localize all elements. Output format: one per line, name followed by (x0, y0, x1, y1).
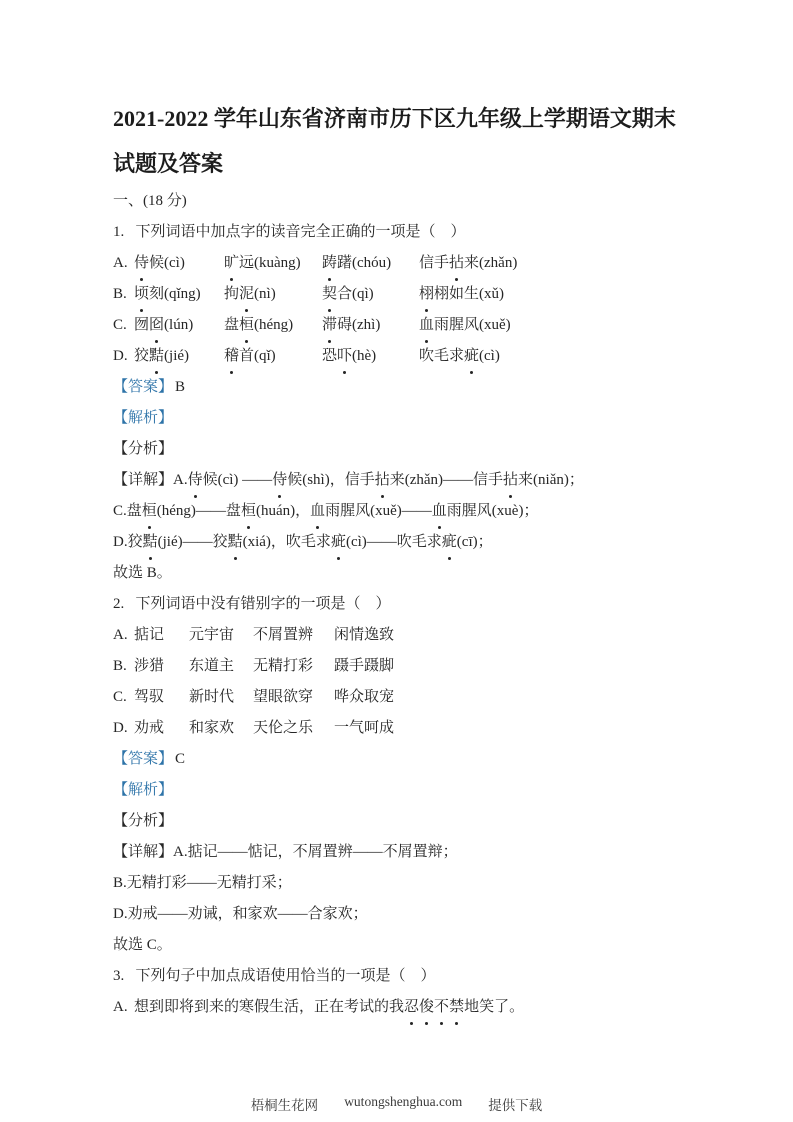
jiexi-label: 【解析】 (113, 782, 174, 798)
option-term: 东道主 (189, 658, 235, 674)
emphasis-dotted-char: 桓 (142, 496, 157, 527)
emphasis-dotted-char: 滞 (322, 310, 337, 341)
emphasis-dotted-char: 血 (310, 496, 325, 527)
footer-site-name: 梧桐生花网 (250, 1098, 319, 1113)
option-term: 信手拈来(zhǎn) (419, 248, 517, 279)
question-line: 1. 下列词语中加点字的读音完全正确的一项是（ ） (113, 224, 466, 240)
answer-line (113, 744, 691, 775)
emphasis-dotted-char: 稽 (224, 341, 239, 372)
option-term: 无精打彩 (253, 658, 314, 674)
emphasis-dotted-char: 囵 (149, 310, 164, 341)
emphasis-dotted-char: 不 (434, 992, 449, 1023)
option-term: 劝戒 (134, 720, 165, 736)
conclusion-line: 故选 C。 (113, 937, 172, 953)
page-footer (0, 1094, 793, 1114)
option-term: 拘泥(nì) (224, 279, 322, 310)
option-term: 天伦之乐 (253, 720, 314, 736)
emphasis-dotted-char: 血 (432, 496, 447, 527)
jiexi-label: 【解析】 (113, 410, 174, 426)
option-term: 掂记 (134, 627, 165, 643)
option-term: 栩栩如生(xǔ) (419, 279, 504, 310)
answer-line (113, 372, 691, 403)
emphasis-dotted-char: 俊 (419, 992, 434, 1023)
option-term: 盘桓(héng) (224, 310, 322, 341)
title-line-2: 试题及答案 (113, 151, 224, 176)
question-line: 2. 下列词语中没有错别字的一项是（ ） (113, 596, 391, 612)
emphasis-dotted-char: 拈 (449, 248, 464, 279)
option-term: 稽首(qǐ) (224, 341, 322, 372)
option-term: 蹑手蹑脚 (334, 658, 395, 674)
footer-download-text: 提供下载 (488, 1098, 543, 1113)
detail-line: C.盘桓(héng)——盘桓(huán)，血雨腥风(xuě)——血雨腥风(xuè)； (113, 496, 691, 527)
option-letter: A. (113, 255, 128, 271)
option-letter: A. (113, 999, 128, 1015)
emphasis-dotted-char: 拈 (503, 465, 518, 496)
emphasis-dotted-char: 踌 (322, 248, 337, 279)
option-row (113, 310, 691, 341)
answer-value: C (175, 751, 186, 767)
option-term: 顷刻(qǐng) (134, 279, 224, 310)
emphasis-dotted-char: 桓 (241, 496, 256, 527)
title-line-1: 2021-2022 学年山东省济南市历下区九年级上学期语文期末 (113, 106, 676, 131)
option-term: 元宇宙 (189, 627, 235, 643)
emphasis-dotted-char: 黠 (143, 527, 158, 558)
option-row (113, 651, 691, 682)
emphasis-dotted-char: 契 (322, 279, 337, 310)
emphasis-dotted-char: 侍 (188, 465, 203, 496)
option-letter: C. (113, 689, 127, 705)
emphasis-dotted-char: 桓 (239, 310, 254, 341)
document-body (113, 96, 691, 1023)
question-line: 3. 下列句子中加点成语使用恰当的一项是（ ） (113, 968, 436, 984)
option-letter: B. (113, 286, 127, 302)
option-term: 滞碍(zhì) (322, 310, 419, 341)
page-title (113, 96, 691, 186)
emphasis-dotted-char: 侍 (272, 465, 287, 496)
option-term: 哗众取宠 (334, 689, 395, 705)
option-term: 旷远(kuàng) (224, 248, 322, 279)
option-term: 侍候(cì) (134, 248, 224, 279)
emphasis-dotted-char: 禁 (449, 992, 464, 1023)
option-letter: D. (113, 348, 128, 364)
analysis-line: 【分析】 (113, 813, 174, 829)
option-row (113, 713, 691, 744)
option-text: 想到即将到来的寒假生活，正在考试的我忍俊不禁地笑了。 (134, 992, 524, 1023)
option-letter: D. (113, 720, 128, 736)
option-term: 契合(qì) (322, 279, 419, 310)
emphasis-dotted-char: 黠 (149, 341, 164, 372)
emphasis-dotted-char: 侍 (134, 248, 149, 279)
emphasis-dotted-char: 拈 (375, 465, 390, 496)
option-row (113, 248, 691, 279)
answer-value: B (175, 379, 186, 395)
footer-site-url: wutongshenghua.com (344, 1094, 463, 1109)
option-term: 望眼欲穿 (253, 689, 314, 705)
option-term: 和家欢 (189, 720, 235, 736)
option-letter: A. (113, 627, 128, 643)
emphasis-dotted-char: 吓 (337, 341, 352, 372)
analysis-line: 【分析】 (113, 441, 174, 457)
option-term: 不屑置辨 (253, 627, 314, 643)
emphasis-dotted-char: 旷 (224, 248, 239, 279)
detail-line: 【详解】A.掂记——惦记，不屑置辨——不屑置辩； (113, 844, 458, 860)
option-row (113, 620, 691, 651)
option-term: 吹毛求疵(cì) (419, 341, 500, 372)
emphasis-dotted-char: 栩 (419, 279, 434, 310)
option-term: 驾驭 (134, 689, 165, 705)
option-term: 恐吓(hè) (322, 341, 419, 372)
option-row (113, 992, 691, 1023)
option-letter: C. (113, 317, 127, 333)
option-term: 一气呵成 (334, 720, 395, 736)
conclusion-line: 故选 B。 (113, 565, 172, 581)
detail-line: 【详解】A.侍候(cì) ——侍候(shì)，信手拈来(zhǎn)——信手拈来(niǎn)； (113, 465, 691, 496)
exam-content (113, 186, 691, 1023)
explanation-label-line (113, 403, 691, 434)
answer-label: 【答案】 (113, 751, 174, 767)
emphasis-dotted-char: 疵 (442, 527, 457, 558)
emphasis-dotted-char: 顷 (134, 279, 149, 310)
emphasis-dotted-char: 泥 (239, 279, 254, 310)
option-row (113, 682, 691, 713)
option-term: 血雨腥风(xuě) (419, 310, 511, 341)
detail-line: D.劝戒——劝诫，和家欢——合家欢； (113, 906, 368, 922)
emphasis-dotted-char: 疵 (331, 527, 346, 558)
option-row (113, 341, 691, 372)
section-heading: 一、(18 分) (113, 193, 187, 209)
option-term: 涉猎 (134, 658, 165, 674)
option-term: 狡黠(jié) (134, 341, 224, 372)
answer-label: 【答案】 (113, 379, 174, 395)
detail-line: D.狡黠(jié)——狡黠(xiá)，吹毛求疵(cì)——吹毛求疵(cī)； (113, 527, 691, 558)
emphasis-dotted-char: 血 (419, 310, 434, 341)
explanation-label-line (113, 775, 691, 806)
emphasis-dotted-char: 疵 (464, 341, 479, 372)
detail-line: B.无精打彩——无精打采； (113, 875, 292, 891)
option-term: 囫囵(lún) (134, 310, 224, 341)
option-row (113, 279, 691, 310)
emphasis-dotted-char: 忍 (404, 992, 419, 1023)
option-term: 踌躇(chóu) (322, 248, 419, 279)
option-term: 新时代 (189, 689, 235, 705)
emphasis-dotted-char: 黠 (228, 527, 243, 558)
option-letter: B. (113, 658, 127, 674)
option-term: 闲情逸致 (334, 627, 395, 643)
